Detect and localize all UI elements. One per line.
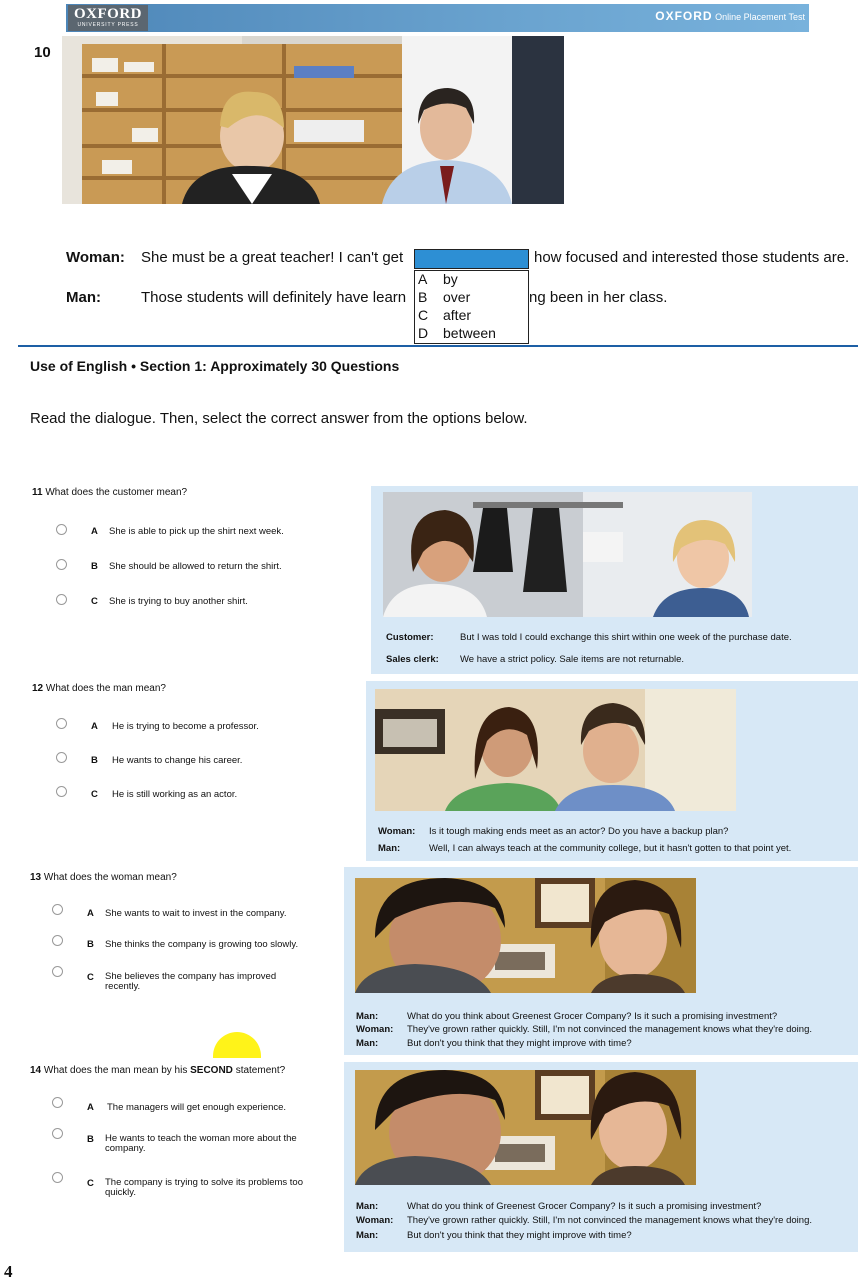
question-number: 13 — [30, 872, 42, 883]
speaker-label: Man: — [356, 1230, 379, 1241]
option-text: She is trying to buy another shirt. — [109, 596, 248, 607]
woman-text-after: how focused and interested those students are. — [534, 249, 850, 266]
option-letter: A — [91, 526, 98, 537]
answer-dropdown-list[interactable] — [414, 270, 529, 344]
option-text: He is still working as an actor. — [112, 789, 238, 800]
product-name: Online Placement Test — [715, 12, 805, 22]
answer-option-c[interactable] — [56, 786, 238, 800]
answer-option-a[interactable] — [52, 1097, 287, 1113]
option-text: She believes the company has improved recently. — [105, 971, 277, 992]
radio-button[interactable] — [52, 904, 63, 915]
question-text: What does the woman mean? — [43, 872, 177, 883]
option-text: He is trying to become a professor. — [112, 721, 259, 732]
option-letter: C — [87, 972, 94, 983]
woman-text-before: She must be a great teacher! I can't get — [141, 249, 404, 266]
question-number: 12 — [32, 683, 44, 694]
option-letter: A — [87, 1102, 94, 1113]
cursor-highlight — [213, 1032, 261, 1058]
page-number: 4 — [4, 1262, 13, 1281]
option-letter: C — [418, 307, 429, 323]
question-number: 10 — [34, 44, 51, 61]
option-text: She thinks the company is growing too slowly. — [105, 939, 299, 950]
instruction-text: Read the dialogue. Then, select the correct answer from the options below. — [30, 410, 528, 427]
option-letter: B — [91, 561, 98, 572]
option-letter: B — [418, 289, 428, 305]
man-text-before-span: Those students will definitely have learn — [141, 289, 407, 306]
option-text: The managers will get enough experience. — [107, 1102, 287, 1113]
speaker-label: Woman: — [356, 1024, 394, 1035]
speaker-label: Man: — [66, 289, 101, 306]
radio-button[interactable] — [56, 559, 67, 570]
radio-button[interactable] — [56, 752, 67, 763]
speaker-label: Sales clerk: — [386, 654, 439, 665]
logo-text: OXFORD — [74, 6, 142, 22]
dialogue-text: But I was told I could exchange this shirt within one week of the purchase date. — [460, 632, 792, 643]
question-12-prompt — [32, 683, 166, 694]
radio-button[interactable] — [56, 524, 67, 535]
dialogue-text: Well, I can always teach at the community college, but it hasn't gotten to that point yet. — [429, 843, 792, 854]
option-letter: C — [87, 1178, 94, 1189]
dialogue-line — [356, 1024, 812, 1036]
option-text: The company is trying to solve its problems too quickly. — [105, 1177, 304, 1198]
option-letter: D — [418, 325, 429, 341]
question-13-prompt — [30, 872, 177, 883]
dialogue-line — [386, 654, 684, 666]
dialogue-line — [356, 1038, 632, 1050]
option-letter: B — [87, 1134, 94, 1145]
dialogue-woman-line — [66, 249, 125, 266]
option-letter: A — [87, 908, 94, 919]
dialogue-text: What do you think of Greenest Grocer Company? Is it such a promising investment? — [407, 1201, 762, 1212]
speaker-label: Man: — [356, 1011, 379, 1022]
dialogue-line — [378, 826, 728, 838]
radio-button[interactable] — [52, 966, 63, 977]
dialogue-line — [386, 632, 792, 644]
radio-button[interactable] — [52, 1128, 63, 1139]
two-people-photo — [355, 1070, 696, 1185]
dialogue-text: They've grown rather quickly. Still, I'm not convinced the management knows what they're doing. — [407, 1215, 812, 1226]
option-text: She is able to pick up the shirt next week. — [109, 526, 284, 537]
question-text: What does the man mean? — [45, 683, 166, 694]
answer-dropdown-selected[interactable] — [414, 249, 529, 269]
radio-button[interactable] — [52, 935, 63, 946]
question-number: 14 — [30, 1065, 42, 1076]
radio-button[interactable] — [52, 1097, 63, 1108]
question-text-emphasis: SECOND — [190, 1065, 233, 1076]
dialogue-man-line — [66, 289, 101, 306]
speaker-label: Woman: — [356, 1215, 394, 1226]
answer-option-b[interactable] — [52, 935, 299, 950]
dropdown-option-d[interactable] — [415, 325, 528, 343]
speaker-label: Woman: — [66, 249, 125, 266]
clothing-store-photo — [383, 492, 752, 617]
couple-photo — [375, 689, 736, 811]
option-text: between — [443, 325, 496, 341]
oxford-logo — [68, 5, 148, 31]
man-text-after: ng been in her class. — [529, 289, 668, 306]
question-14-prompt — [30, 1065, 285, 1076]
section-title: Use of English • Section 1: Approximately 30 Questions — [30, 358, 400, 374]
section-divider — [18, 345, 858, 347]
dropdown-option-b[interactable] — [415, 289, 528, 307]
two-people-photo — [355, 878, 696, 993]
question-number: 11 — [32, 487, 43, 498]
option-text: by — [443, 271, 458, 287]
dialogue-text: We have a strict policy. Sale items are not returnable. — [460, 654, 685, 665]
speaker-label: Woman: — [378, 826, 416, 837]
option-letter: C — [91, 789, 98, 800]
answer-option-c[interactable] — [56, 594, 248, 608]
option-letter: C — [91, 596, 98, 607]
answer-option-c[interactable] — [52, 1172, 304, 1198]
dialogue-line — [356, 1230, 632, 1242]
man-text-before — [141, 289, 413, 306]
option-text: after — [443, 307, 472, 323]
answer-option-c[interactable] — [52, 966, 277, 992]
dropdown-option-c[interactable] — [415, 307, 528, 325]
dropdown-option-a[interactable] — [415, 271, 528, 289]
question-text-before: What does the man mean by his — [43, 1065, 188, 1076]
dialogue-line — [356, 1201, 761, 1213]
answer-option-b[interactable] — [56, 559, 282, 573]
question-text: What does the customer mean? — [45, 487, 188, 498]
logo-subtext: UNIVERSITY PRESS — [77, 22, 139, 28]
dialogue-text: But don't you think that they might improve with time? — [407, 1038, 632, 1049]
dialogue-line — [378, 843, 791, 855]
dialogue-line — [356, 1011, 777, 1023]
speaker-label: Man: — [378, 843, 401, 854]
option-letter: B — [87, 939, 94, 950]
question-text-after: statement? — [235, 1065, 286, 1076]
option-letter: A — [91, 721, 98, 732]
dialogue-text: Is it tough making ends meet as an actor? Do you have a backup plan? — [429, 826, 729, 837]
answer-option-a[interactable] — [52, 904, 287, 919]
office-photo — [62, 36, 564, 204]
radio-button[interactable] — [56, 786, 67, 797]
question-11-prompt — [32, 487, 187, 498]
speaker-label: Man: — [356, 1038, 379, 1049]
dialogue-line — [356, 1215, 812, 1227]
speaker-label: Customer: — [386, 632, 434, 643]
dialogue-text: But don't you think that they might improve with time? — [407, 1230, 632, 1241]
test-title — [655, 9, 805, 23]
answer-option-a[interactable] — [56, 718, 259, 732]
answer-option-b[interactable] — [56, 752, 243, 766]
option-letter: B — [91, 755, 98, 766]
option-text: She wants to wait to invest in the company. — [105, 908, 287, 919]
brand-name: OXFORD — [655, 9, 713, 23]
radio-button[interactable] — [52, 1172, 63, 1183]
option-letter: A — [418, 271, 428, 287]
dialogue-text: What do you think about Greenest Grocer Company? Is it such a promising investment? — [407, 1011, 778, 1022]
option-text: over — [443, 289, 471, 305]
answer-option-b[interactable] — [52, 1128, 297, 1154]
option-text: She should be allowed to return the shirt. — [109, 561, 282, 572]
option-text: He wants to teach the woman more about the company. — [105, 1133, 297, 1154]
option-text: He wants to change his career. — [112, 755, 243, 766]
radio-button[interactable] — [56, 718, 67, 729]
speaker-label: Man: — [356, 1201, 379, 1212]
answer-option-a[interactable] — [56, 524, 284, 538]
radio-button[interactable] — [56, 594, 67, 605]
dialogue-text: They've grown rather quickly. Still, I'm not convinced the management knows what they're doing. — [407, 1024, 812, 1035]
